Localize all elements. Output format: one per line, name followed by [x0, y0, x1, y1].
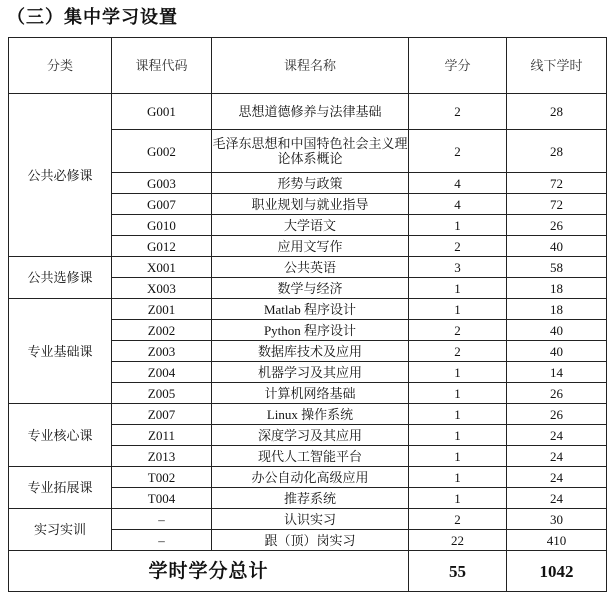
hours-cell: 28 [507, 130, 607, 173]
hours-cell: 72 [507, 194, 607, 215]
course-name-cell: 职业规划与就业指导 [212, 194, 409, 215]
course-name-cell: 大学语文 [212, 215, 409, 236]
header-course-code: 课程代码 [112, 38, 212, 94]
credits-cell: 4 [409, 194, 507, 215]
hours-cell: 14 [507, 362, 607, 383]
course-name-cell: 数学与经济 [212, 278, 409, 299]
course-name-cell: 现代人工智能平台 [212, 446, 409, 467]
category-cell: 专业拓展课 [9, 467, 112, 509]
course-code-cell: Z001 [112, 299, 212, 320]
course-code-cell: Z011 [112, 425, 212, 446]
course-name-cell: 数据库技术及应用 [212, 341, 409, 362]
total-credits: 55 [409, 551, 507, 592]
category-cell: 专业核心课 [9, 404, 112, 467]
hours-cell: 26 [507, 215, 607, 236]
header-category: 分类 [9, 38, 112, 94]
course-name-cell: Linux 操作系统 [212, 404, 409, 425]
course-code-cell: X001 [112, 257, 212, 278]
credits-cell: 4 [409, 173, 507, 194]
table-row [9, 404, 607, 425]
course-code-cell: G012 [112, 236, 212, 257]
credits-cell: 1 [409, 488, 507, 509]
course-table [8, 37, 607, 592]
table-row [9, 467, 607, 488]
credits-cell: 1 [409, 383, 507, 404]
header-course-name: 课程名称 [212, 38, 409, 94]
hours-cell: 24 [507, 488, 607, 509]
course-code-cell: G010 [112, 215, 212, 236]
hours-cell: 24 [507, 467, 607, 488]
hours-cell: 40 [507, 320, 607, 341]
course-name-cell: 跟（顶）岗实习 [212, 530, 409, 551]
course-code-cell: T004 [112, 488, 212, 509]
table-row [9, 299, 607, 320]
category-cell: 专业基础课 [9, 299, 112, 404]
course-code-cell: – [112, 509, 212, 530]
course-code-cell: G003 [112, 173, 212, 194]
category-cell: 公共必修课 [9, 94, 112, 257]
hours-cell: 26 [507, 404, 607, 425]
credits-cell: 2 [409, 509, 507, 530]
course-code-cell: Z013 [112, 446, 212, 467]
course-name-cell: 毛泽东思想和中国特色社会主义理论体系概论 [212, 130, 409, 173]
course-code-cell: Z002 [112, 320, 212, 341]
credits-cell: 2 [409, 341, 507, 362]
section-title: （三）集中学习设置 [7, 7, 178, 27]
course-name-cell: 思想道德修养与法律基础 [212, 94, 409, 130]
header-row [9, 38, 607, 94]
header-offline-hours: 线下学时 [507, 38, 607, 94]
credits-cell: 1 [409, 362, 507, 383]
table-row [9, 94, 607, 130]
course-name-cell: 形势与政策 [212, 173, 409, 194]
total-label: 学时学分总计 [9, 551, 409, 592]
hours-cell: 18 [507, 278, 607, 299]
hours-cell: 410 [507, 530, 607, 551]
course-name-cell: 应用文写作 [212, 236, 409, 257]
table-row [9, 509, 607, 530]
hours-cell: 40 [507, 236, 607, 257]
category-cell: 实习实训 [9, 509, 112, 551]
category-cell: 公共选修课 [9, 257, 112, 299]
course-code-cell: – [112, 530, 212, 551]
hours-cell: 40 [507, 341, 607, 362]
credits-cell: 2 [409, 94, 507, 130]
course-code-cell: G001 [112, 94, 212, 130]
hours-cell: 72 [507, 173, 607, 194]
course-name-cell: 计算机网络基础 [212, 383, 409, 404]
credits-cell: 1 [409, 278, 507, 299]
course-name-cell: Python 程序设计 [212, 320, 409, 341]
hours-cell: 24 [507, 446, 607, 467]
credits-cell: 2 [409, 236, 507, 257]
course-name-cell: 深度学习及其应用 [212, 425, 409, 446]
course-code-cell: Z004 [112, 362, 212, 383]
credits-cell: 22 [409, 530, 507, 551]
course-name-cell: 机器学习及其应用 [212, 362, 409, 383]
course-code-cell: G007 [112, 194, 212, 215]
hours-cell: 30 [507, 509, 607, 530]
hours-cell: 28 [507, 94, 607, 130]
credits-cell: 1 [409, 446, 507, 467]
table-row [9, 257, 607, 278]
course-code-cell: G002 [112, 130, 212, 173]
credits-cell: 1 [409, 299, 507, 320]
hours-cell: 24 [507, 425, 607, 446]
hours-cell: 26 [507, 383, 607, 404]
credits-cell: 1 [409, 425, 507, 446]
course-name-cell: 办公自动化高级应用 [212, 467, 409, 488]
total-row [9, 551, 607, 592]
credits-cell: 3 [409, 257, 507, 278]
course-code-cell: Z003 [112, 341, 212, 362]
total-hours: 1042 [507, 551, 607, 592]
credits-cell: 1 [409, 467, 507, 488]
credits-cell: 1 [409, 215, 507, 236]
course-code-cell: Z005 [112, 383, 212, 404]
course-code-cell: Z007 [112, 404, 212, 425]
course-name-cell: 认识实习 [212, 509, 409, 530]
header-credits: 学分 [409, 38, 507, 94]
credits-cell: 2 [409, 320, 507, 341]
course-name-cell: Matlab 程序设计 [212, 299, 409, 320]
credits-cell: 2 [409, 130, 507, 173]
course-name-cell: 推荐系统 [212, 488, 409, 509]
hours-cell: 18 [507, 299, 607, 320]
table-body [9, 94, 607, 551]
course-code-cell: X003 [112, 278, 212, 299]
hours-cell: 58 [507, 257, 607, 278]
credits-cell: 1 [409, 404, 507, 425]
course-name-cell: 公共英语 [212, 257, 409, 278]
course-code-cell: T002 [112, 467, 212, 488]
